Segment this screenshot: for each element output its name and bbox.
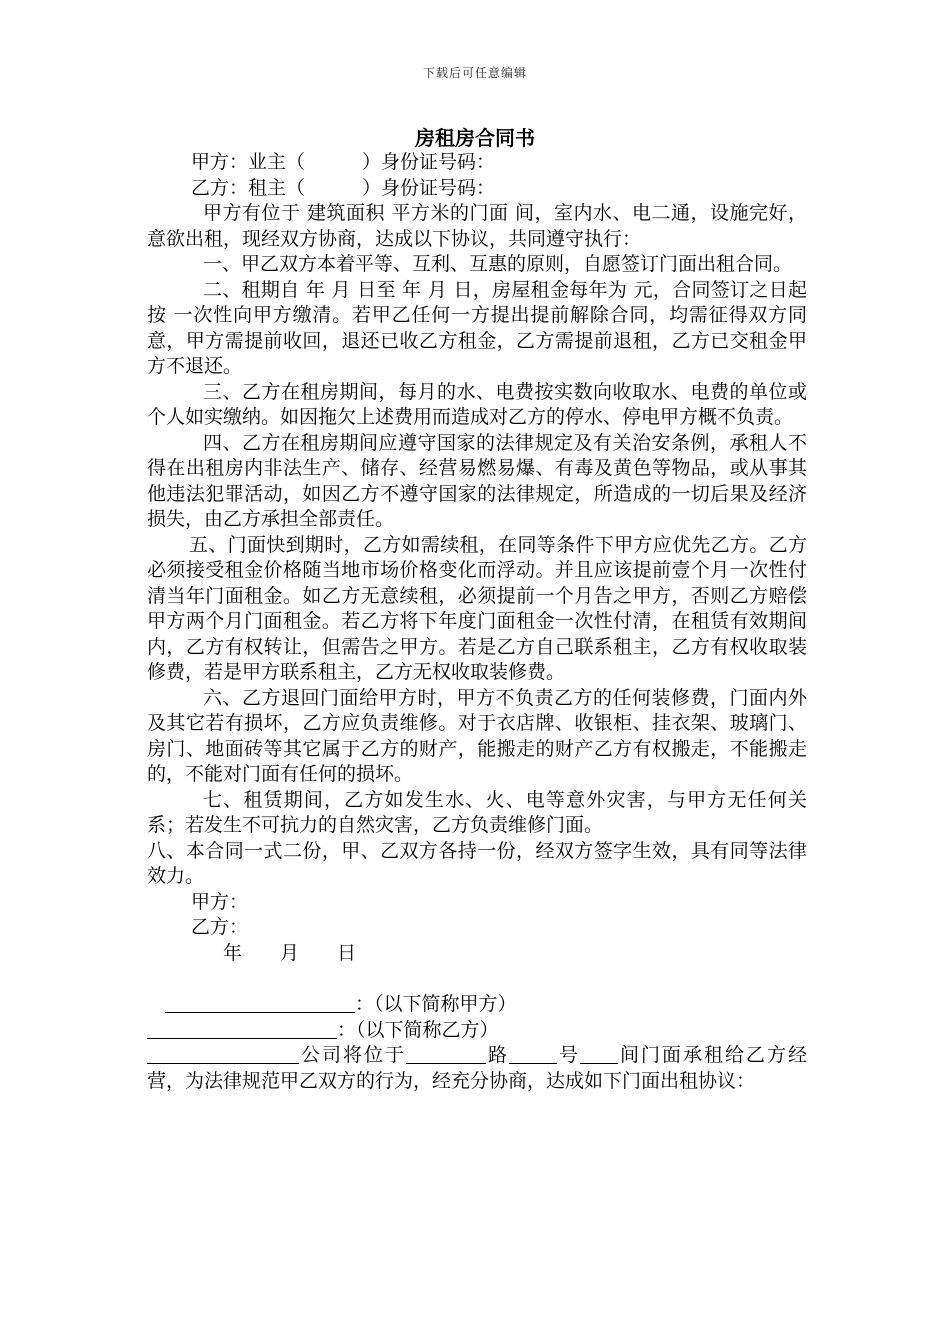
company-blank[interactable] xyxy=(147,1044,299,1064)
road-blank[interactable] xyxy=(406,1044,486,1064)
intro-paragraph: 甲方有位于 建筑面积 平方米的门面 间，室内水、电二通，设施完好，意欲出租，现经双方协商，达成以下协议，共同遵守执行： xyxy=(147,202,807,250)
number-text: 号 xyxy=(556,1044,580,1066)
room-count-blank[interactable] xyxy=(580,1044,618,1064)
clause-3: 三、乙方在租房期间，每月的水、电费按实数向收取水、电费的单位或个人如实缴纳。如因拖欠上述费用而造成对乙方的停水、停电甲方概不负责。 xyxy=(147,380,807,428)
premises-paragraph xyxy=(147,1043,807,1094)
party-b-suffix: ：（以下简称乙方） xyxy=(337,1018,499,1041)
party-b-line: 乙方：租主（ ）身份证号码： xyxy=(191,176,496,199)
clause-2: 二、租期自 年 月 日至 年 月 日，房屋租金每年为 元，合同签订之日起按 一次性向甲方缴清。若甲乙任何一方提出提前解除合同，均需征得双方同意，甲方需提前收回，退还已收乙方租金，乙方需提前退租，乙方已交租金甲方不退还。 xyxy=(147,278,807,377)
party-b-name-blank[interactable] xyxy=(147,1019,337,1039)
header-note: 下载后可任意编辑 xyxy=(422,66,527,80)
clause-1: 一、甲乙双方本着平等、互利、互惠的原则，自愿签订门面出租合同。 xyxy=(203,253,793,275)
signature-party-b: 乙方： xyxy=(191,916,249,938)
clause-6: 六、乙方退回门面给甲方时，甲方不负责乙方的任何装修费，门面内外及其它若有损坏，乙方应负责维修。对于衣店牌、收银柜、挂衣架、玻璃门、房门、地面砖等其它属于乙方的财产，能搬走的财产乙方有权搬走，不能搬走的，不能对门面有任何的损坏。 xyxy=(147,686,807,785)
road-text: 路 xyxy=(485,1044,509,1066)
number-blank[interactable] xyxy=(509,1044,557,1064)
signature-date: 年 月 日 xyxy=(223,941,357,964)
party-a-suffix: ：（以下简称甲方） xyxy=(355,993,517,1015)
clause-7: 七、租赁期间，乙方如发生水、火、电等意外灾害，与甲方无任何关系；若发生不可抗力的自然灾害，乙方负责维修门面。 xyxy=(147,788,807,836)
contract-body xyxy=(147,150,807,1094)
signature-party-a: 甲方： xyxy=(191,890,249,913)
document-title: 房租房合同书 xyxy=(415,126,535,150)
clause-8: 八、本合同一式二份，甲、乙双方各持一份，经双方签字生效，具有同等法律效力。 xyxy=(147,839,807,887)
second-party-b-line xyxy=(147,1018,807,1044)
clause-5: 五、门面快到期时，乙方如需续租，在同等条件下甲方应优先乙方。乙方必须接受租金价格随当地市场价格变化而浮动。并且应该提前壹个月一次性付清当年门面租金。如乙方无意续租，必须提前一个月告之甲方，否则乙方赔偿甲方两个月门面租金。若乙方将下年度门面租金一次性付清，在租赁有效期间内，乙方有权转让，但需告之甲方。若是乙方自己联系租主，乙方有权收取装修费，若是甲方联系租主，乙方无权收取装修费。 xyxy=(147,533,807,683)
section-gap xyxy=(147,966,807,992)
rest-text: 间门面承租给乙方经营，为法律规范甲乙双方的行为，经充分协商，达成如下门面出租协议： xyxy=(147,1044,807,1092)
second-party-a-line xyxy=(147,992,807,1018)
company-text: 公司将位于 xyxy=(299,1044,406,1066)
clause-4: 四、乙方在租房期间应遵守国家的法律规定及有关治安条例，承租人不得在出租房内非法生产、储存、经营易燃易爆、有毒及黄色等物品，或从事其他违法犯罪活动，如因乙方不遵守国家的法律规定，所造成的一切后果及经济损失，由乙方承担全部责任。 xyxy=(147,431,807,530)
party-a-line: 甲方：业主（ ）身份证号码： xyxy=(191,151,496,173)
party-a-name-blank[interactable] xyxy=(165,993,355,1013)
